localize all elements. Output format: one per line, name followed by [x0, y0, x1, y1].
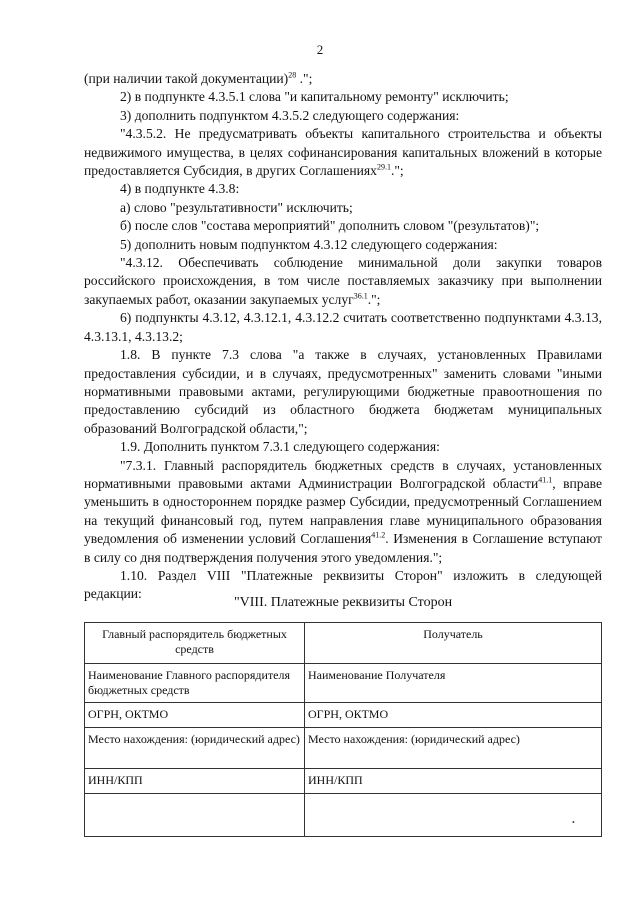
paragraph-text: , вправе уменьшить в одностороннем порядке размер Субсидии, предусмотренный Соглашением на текущий финансовый год, путем направления главе муниципального образования уведомления об изменении условий Соглашения [84, 475, 603, 547]
paragraph-text: ."; [367, 291, 381, 307]
paragraph-text: "4.3.12. Обеспечивать соблюдение минимальной доли закупки товаров российского происхождения, в том числе поставляемых заказчику при выполнении закупаемых работ, оказании закупаемых услуг [84, 255, 602, 307]
paragraph-text: 3) дополнить подпунктом 4.3.5.2 следующего содержания: [120, 107, 460, 123]
paragraph-text: "7.3.1. Главный распорядитель бюджетных средств в случаях, установленных нормативными правовыми актами Администрации Волгоградской области [84, 457, 602, 491]
footnote-ref: 41.2 [371, 530, 386, 540]
table-cell: ИНН/КПП [85, 769, 305, 794]
document-body [84, 70, 602, 604]
table-row [85, 728, 602, 769]
table-cell: ОГРН, ОКТМО [305, 703, 602, 728]
paragraph [84, 70, 602, 88]
paragraph [84, 254, 602, 309]
table-cell: ОГРН, ОКТМО [85, 703, 305, 728]
paragraph-text: 1.10. Раздел VIII "Платежные реквизиты Сторон" изложить в следующей редакции: [84, 567, 602, 602]
paragraph-text: 6) подпункты 4.3.12, 4.3.12.1, 4.3.12.2 считать соответственно подпунктами 4.3.13, 4.3.13.1, 4.3.13.2; [84, 310, 602, 344]
footnote-ref: 41.1 [538, 475, 553, 485]
footnote-ref: 36.1 [353, 291, 368, 301]
paragraph-text: 1.9. Дополнить пунктом 7.3.1 следующего содержания: [120, 439, 440, 455]
paragraph [84, 346, 602, 438]
paragraph-text: б) после слов "состава мероприятий" дополнить словом "(результатов)"; [120, 218, 540, 234]
header-recipient: Получатель [305, 623, 602, 664]
paragraph [84, 457, 602, 567]
paragraph-text: ."; [390, 163, 404, 179]
paragraph [84, 107, 602, 125]
paragraph [84, 236, 602, 254]
paragraph [84, 125, 602, 180]
table-cell: Место нахождения: (юридический адрес) [85, 728, 305, 769]
footnote-ref: 29.1 [376, 162, 391, 172]
footnote-ref: 28 [288, 70, 297, 80]
paragraph-text: 2) в подпункте 4.3.5.1 слова "и капитальному ремонту" исключить; [120, 89, 509, 105]
table-cell: Место нахождения: (юридический адрес) [305, 728, 602, 769]
table-cell [305, 794, 602, 837]
header-distributor: Главный распорядитель бюджетных средств [85, 623, 305, 664]
paragraph-text: а) слово "результативности" исключить; [120, 199, 353, 215]
page-number: 2 [316, 42, 324, 57]
table-cell: ИНН/КПП [305, 769, 602, 794]
paragraph-text: 4) в подпункте 4.3.8: [120, 181, 240, 197]
paragraph [84, 199, 602, 217]
table-row [85, 769, 602, 794]
table-row [85, 794, 602, 837]
table-row [85, 664, 602, 703]
table-header-row [85, 623, 602, 664]
paragraph-text: "4.3.5.2. Не предусматривать объекты капитального строительства и объекты недвижимого имущества, в целях софинансирования капитальных вложений в которые предоставляется Субсидия, в других Соглашениях [84, 126, 602, 179]
margin-mark: • [572, 818, 575, 827]
table-cell [85, 794, 305, 837]
paragraph [84, 217, 602, 235]
paragraph [84, 438, 602, 456]
table-row [85, 703, 602, 728]
table-cell: Наименование Главного распорядителя бюджетных средств [85, 664, 305, 703]
section-title: "VIII. Платежные реквизиты Сторон [233, 595, 453, 610]
paragraph [84, 309, 602, 346]
paragraph-text: 1.8. В пункте 7.3 слова "а также в случаях, установленных Правилами предоставления субсидии, и в случаях, предусмотренных" заменить словами "иными нормативными правовыми актами, регулирующими бюджетные правоотношения по предоставлению субсидий из областного бюджета бюджетам муниципальных образований Волгоградской области,"; [84, 347, 602, 436]
table-cell: Наименование Получателя [305, 664, 602, 703]
paragraph-text: ."; [296, 71, 313, 86]
paragraph-text: 5) дополнить новым подпунктом 4.3.12 следующего содержания: [120, 236, 498, 252]
requisites-table [84, 622, 602, 837]
paragraph [84, 88, 602, 106]
paragraph-text: (при наличии такой документации) [84, 71, 289, 86]
paragraph-text: . Изменения в Соглашение вступают в силу со дня подтверждения получения этого уведомления."; [84, 531, 602, 565]
paragraph [84, 180, 602, 198]
